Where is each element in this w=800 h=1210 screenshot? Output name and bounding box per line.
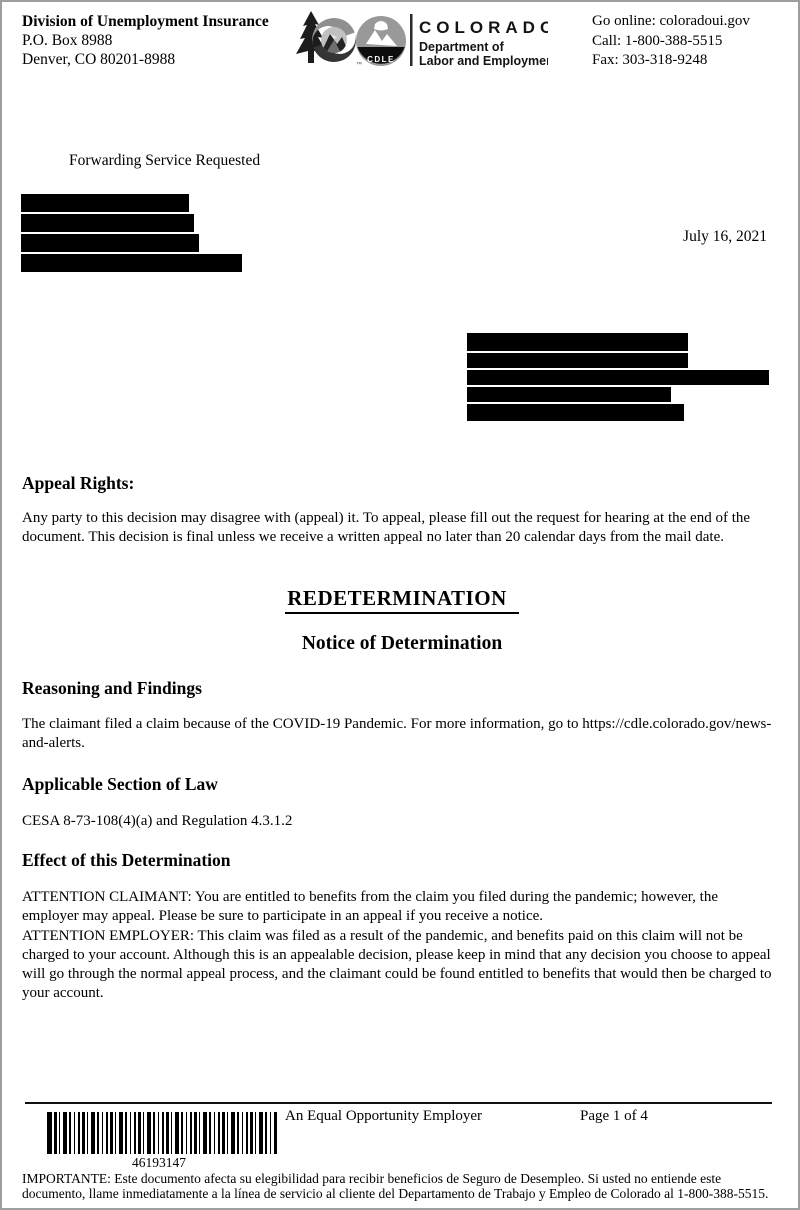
redacted-text-bar: [467, 404, 684, 421]
footer-divider: [25, 1102, 772, 1104]
forwarding-service-notice: Forwarding Service Requested: [69, 152, 261, 169]
attention-claimant-paragraph: ATTENTION CLAIMANT: You are entitled to benefits from the claim you filed during the pandemic; however, the employer may appeal. Please be sure to participate in an appeal if you receive a notice.: [22, 889, 718, 925]
page-number: Page 1 of 4: [580, 1108, 648, 1124]
redacted-text-bar: [467, 370, 769, 385]
appeal-rights-heading: Appeal Rights:: [22, 473, 135, 493]
redacted-text-bar: [467, 333, 688, 351]
contact-info-block: [592, 12, 750, 71]
trademark-symbol: ™: [356, 62, 362, 68]
effect-body: [22, 888, 778, 1004]
equal-opportunity-text: An Equal Opportunity Employer: [285, 1108, 483, 1124]
contact-call: Call: 1-800-388-5515: [592, 32, 723, 49]
logo-divider: [410, 14, 413, 66]
sender-division: Division of Unemployment Insurance: [22, 13, 269, 30]
attention-employer-paragraph: ATTENTION EMPLOYER: This claim was filed as a result of the pandemic, and benefits paid on this claim will not be charged to your account. Although this is an appealable decision, please keep in mind that any decision you choose to appeal will go through the normal appeal process, and the claimant could be found entitled to benefits that would then be charged to your account.: [22, 927, 772, 1002]
logo-wordmark: [419, 18, 548, 68]
effect-heading: Effect of this Determination: [22, 850, 231, 870]
logo-dept-line2: Labor and Employment: [419, 54, 548, 68]
sender-po-box: P.O. Box 8988: [22, 32, 113, 49]
redacted-text-bar: [21, 194, 189, 212]
appeal-rights-body: Any party to this decision may disagree with (appeal) it. To appeal, please fill out the request for hearing at the end of the document. This decision is final unless we receive a written appeal no later than 20 calendar days from the mail date.: [22, 510, 751, 546]
law-heading: Applicable Section of Law: [22, 774, 218, 794]
redacted-text-bar: [21, 254, 242, 272]
cdle-logo: [296, 10, 548, 75]
redacted-text-bar: [21, 214, 194, 232]
notice-of-determination-title: Notice of Determination: [301, 633, 503, 654]
mail-barcode: [47, 1112, 277, 1154]
sender-address-block: [22, 12, 269, 69]
redetermination-title-row: [2, 586, 800, 614]
cdle-badge-icon: [356, 16, 406, 66]
cdle-logo-graphic: [296, 10, 548, 70]
spanish-notice: IMPORTANTE: Este documento afecta su elegibilidad para recibir beneficios de Seguro de Desempleo. Si usted no entiende este documento, llame inmediatamente a la línea de servicio al cliente del Departamento de Trabajo y Empleo de Colorado al 1-800-388-5515.: [22, 1171, 769, 1201]
letter-date: July 16, 2021: [683, 228, 767, 245]
redacted-text-bar: [467, 387, 671, 402]
contact-fax: Fax: 303-318-9248: [592, 52, 708, 68]
redetermination-title: REDETERMINATION: [285, 586, 518, 614]
redacted-text-bar: [21, 234, 199, 252]
logo-state-name: COLORADO: [419, 18, 548, 37]
redacted-text-bar: [467, 353, 688, 368]
cdle-badge-label: CDLE: [367, 55, 395, 64]
logo-dept-line1: Department of: [419, 40, 504, 54]
sender-city: Denver, CO 80201-8988: [22, 51, 176, 68]
reasoning-body: The claimant filed a claim because of the COVID-19 Pandemic. For more information, go to https://cdle.colorado.gov/news-and-alerts.: [22, 716, 772, 752]
barcode-number: 46193147: [132, 1155, 186, 1170]
contact-online: Go online: coloradoui.gov: [592, 13, 750, 29]
reasoning-heading: Reasoning and Findings: [22, 678, 202, 698]
law-body: CESA 8-73-108(4)(a) and Regulation 4.3.1.2: [22, 813, 293, 829]
